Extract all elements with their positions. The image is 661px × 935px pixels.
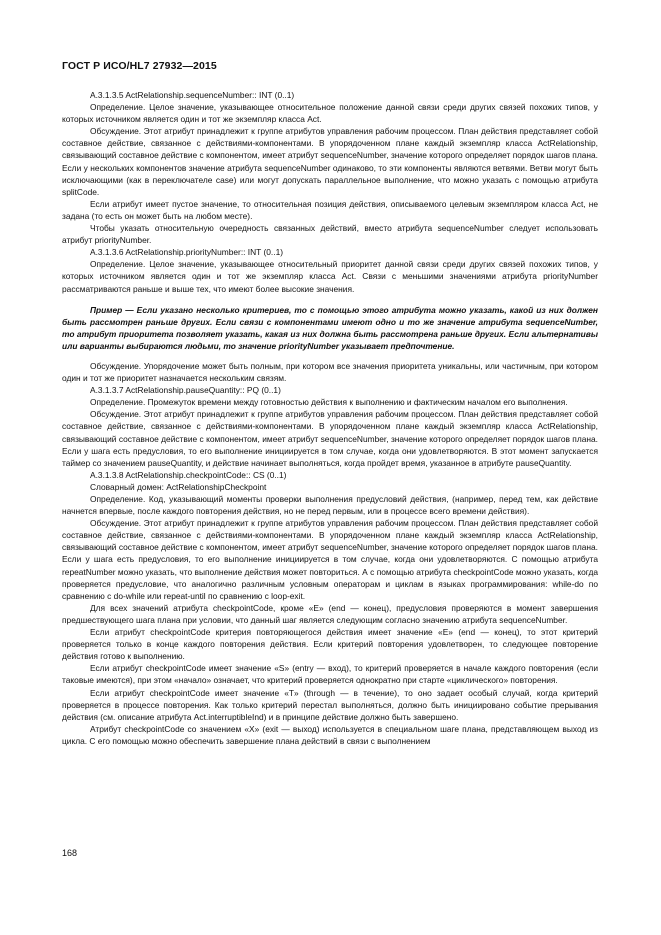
body-paragraph: Если атрибут имеет пустое значение, то относительная позиция действия, описываемого целевым экземпляром класса Act, не задана (то есть он может быть на любом месте). xyxy=(62,198,598,221)
body-paragraph: Если атрибут checkpointCode критерия повторяющегося действия имеет значение «E» (end — конец), то этот критерий проверяется только в конце каждого повторения действия. Если критерий повторения удовлетворен, то следующее повторение действия готово к выполнению. xyxy=(62,627,598,662)
body-paragraph: Обсуждение. Этот атрибут принадлежит к группе атрибутов управления рабочим процессом. План действия представляет собой составное действие, связанное с действиями-компонентами. В упорядоченном плане каждый экземпляр класса ActRelationship, связывающий составное действие с компонентом, имеет атрибут sequenceNumber, значение которого определяет порядок шагов плана. Если у нескольких компонентов значение атрибута sequenceNumber одинаково, то эти компоненты являются ветвями. Ветви могут быть исключающими (как в переключателе case) или могут допускать параллельное выполнение, что можно указать с помощью атрибута splitCode. xyxy=(62,126,598,197)
body-paragraph: Определение. Код, указывающий моменты проверки выполнения предусловий действия, (например, перед тем, как действие начнется впервые, после каждого повторения действия, но не перед первым, или в процессе всего времени действия). xyxy=(62,494,598,517)
section-heading: A.3.1.3.6 ActRelationship.priorityNumber:: INT (0..1) xyxy=(90,247,284,258)
body-paragraph: Атрибут checkpointCode со значением «X» (exit — выход) используется в специальном шаге плана, представляющем выход из цикла. С его помощью можно обеспечить завершение плана действий в связи с выполнением xyxy=(62,723,598,746)
body-paragraph: Если атрибут checkpointCode имеет значение «T» (through — в течение), то оно задает особый случай, когда критерий проверяется в процессе повторения. Как только критерий перестал выполняться, должно быть инициировано событие прерывания действия (см. описание атрибута Act.interruptibleInd) и в принципе действие должно быть завершено. xyxy=(62,687,598,722)
body-paragraph: Обсуждение. Этот атрибут принадлежит к группе атрибутов управления рабочим процессом. План действия представляет собой составное действие, связанное с действиями-компонентами. В упорядоченном плане каждый экземпляр класса ActRelationship, связывающий составное действие с компонентом, имеет атрибут sequenceNumber, значение которого определяет порядок шагов плана. Если у шага есть предусловия, то его выполнение инициируется в том случае, когда они удовлетворяются. В этот момент запускается таймер со значением pauseQuantity, и действие начинает выполняться, когда пройдет время, указанное в атрибуте pauseQuantity. xyxy=(62,409,598,468)
body-paragraph: Определение. Целое значение, указывающее относительное положение данной связи среди других связей похожих типов, у которых источником является один и тот же экземпляр класса Act. xyxy=(62,102,598,125)
vocabulary-domain: Словарный домен: ActRelationshipCheckpoint xyxy=(90,481,267,492)
section-heading: A.3.1.3.8 ActRelationship.checkpointCode:: CS (0..1) xyxy=(90,469,287,480)
example-note: Пример — Если указано несколько критериев, то с помощью этого атрибута можно указать, какой из них должен быть рассмотрен раньше других. Если связи с компонентами имеют одно и то же значение атрибута sequenceNumber, то атрибут приоритета позволяет указать, какая из них должна быть рассмотрена раньше других. Если альтернативы или варианты выбираются людьми, то значение priorityNumber указывает предпочтение. xyxy=(62,304,598,351)
body-paragraph: Для всех значений атрибута checkpointCode, кроме «E» (end — конец), предусловия проверяются в момент завершения предшествующего шага плана при условии, что данный шаг является следующим согласно значению атрибута sequenceNumber. xyxy=(62,602,598,625)
body-paragraph: Определение. Целое значение, указывающее относительный приоритет данной связи среди других связей похожих типов, у которых источником является один и тот же экземпляр класса Act. Связи с меньшими значениями атрибута priorityNumber рассматриваются раньше и выше тех, что имеют более высокие значения. xyxy=(62,259,598,294)
body-paragraph: Если атрибут checkpointCode имеет значение «S» (entry — вход), то критерий проверяется в начале каждого повторения (если таковые имеются), при этом «начало» означает, что критерий проверяется однократно при старте «циклического» повторения. xyxy=(62,663,598,686)
page-number: 168 xyxy=(62,848,78,858)
body-paragraph: Чтобы указать относительную очередность связанных действий, вместо атрибута sequenceNumber следует использовать атрибут priorityNumber. xyxy=(62,223,598,246)
section-heading: A.3.1.3.5 ActRelationship.sequenceNumber:: INT (0..1) xyxy=(90,90,295,100)
body-paragraph: Обсуждение. Этот атрибут принадлежит к группе атрибутов управления рабочим процессом. План действия представляет собой составное действие, связанное с действиями-компонентами. В упорядоченном плане каждый экземпляр класса ActRelationship, связывающий составное действие с компонентом, имеет атрибут sequenceNumber, значение которого определяет порядок шагов плана. Если у шага есть предусловия, то его выполнение инициируется в том случае, когда они удовлетворяются. С помощью атрибута repeatNumber можно указать, что выполнение действия может повториться. А с помощью атрибута checkpointCode можно указать, когда проверяется предусловие, что аналогично различным условным операторам и циклам в языках программирования: while-do по сравнению с do-while или repeat-until по сравнению с loop-exit. xyxy=(62,518,598,601)
document-body xyxy=(62,89,598,747)
body-paragraph: Обсуждение. Упорядочение может быть полным, при котором все значения приоритета уникальны, или частичным, при котором один и тот же приоритет назначается нескольким связям. xyxy=(62,360,598,384)
body-paragraph: Определение. Промежуток времени между готовностью действия к выполнению и фактическим началом его выполнения. xyxy=(90,397,568,408)
document-header: ГОСТ Р ИСО/HL7 27932—2015 xyxy=(62,60,217,72)
section-heading: A.3.1.3.7 ActRelationship.pauseQuantity:: PQ (0..1) xyxy=(90,385,281,396)
